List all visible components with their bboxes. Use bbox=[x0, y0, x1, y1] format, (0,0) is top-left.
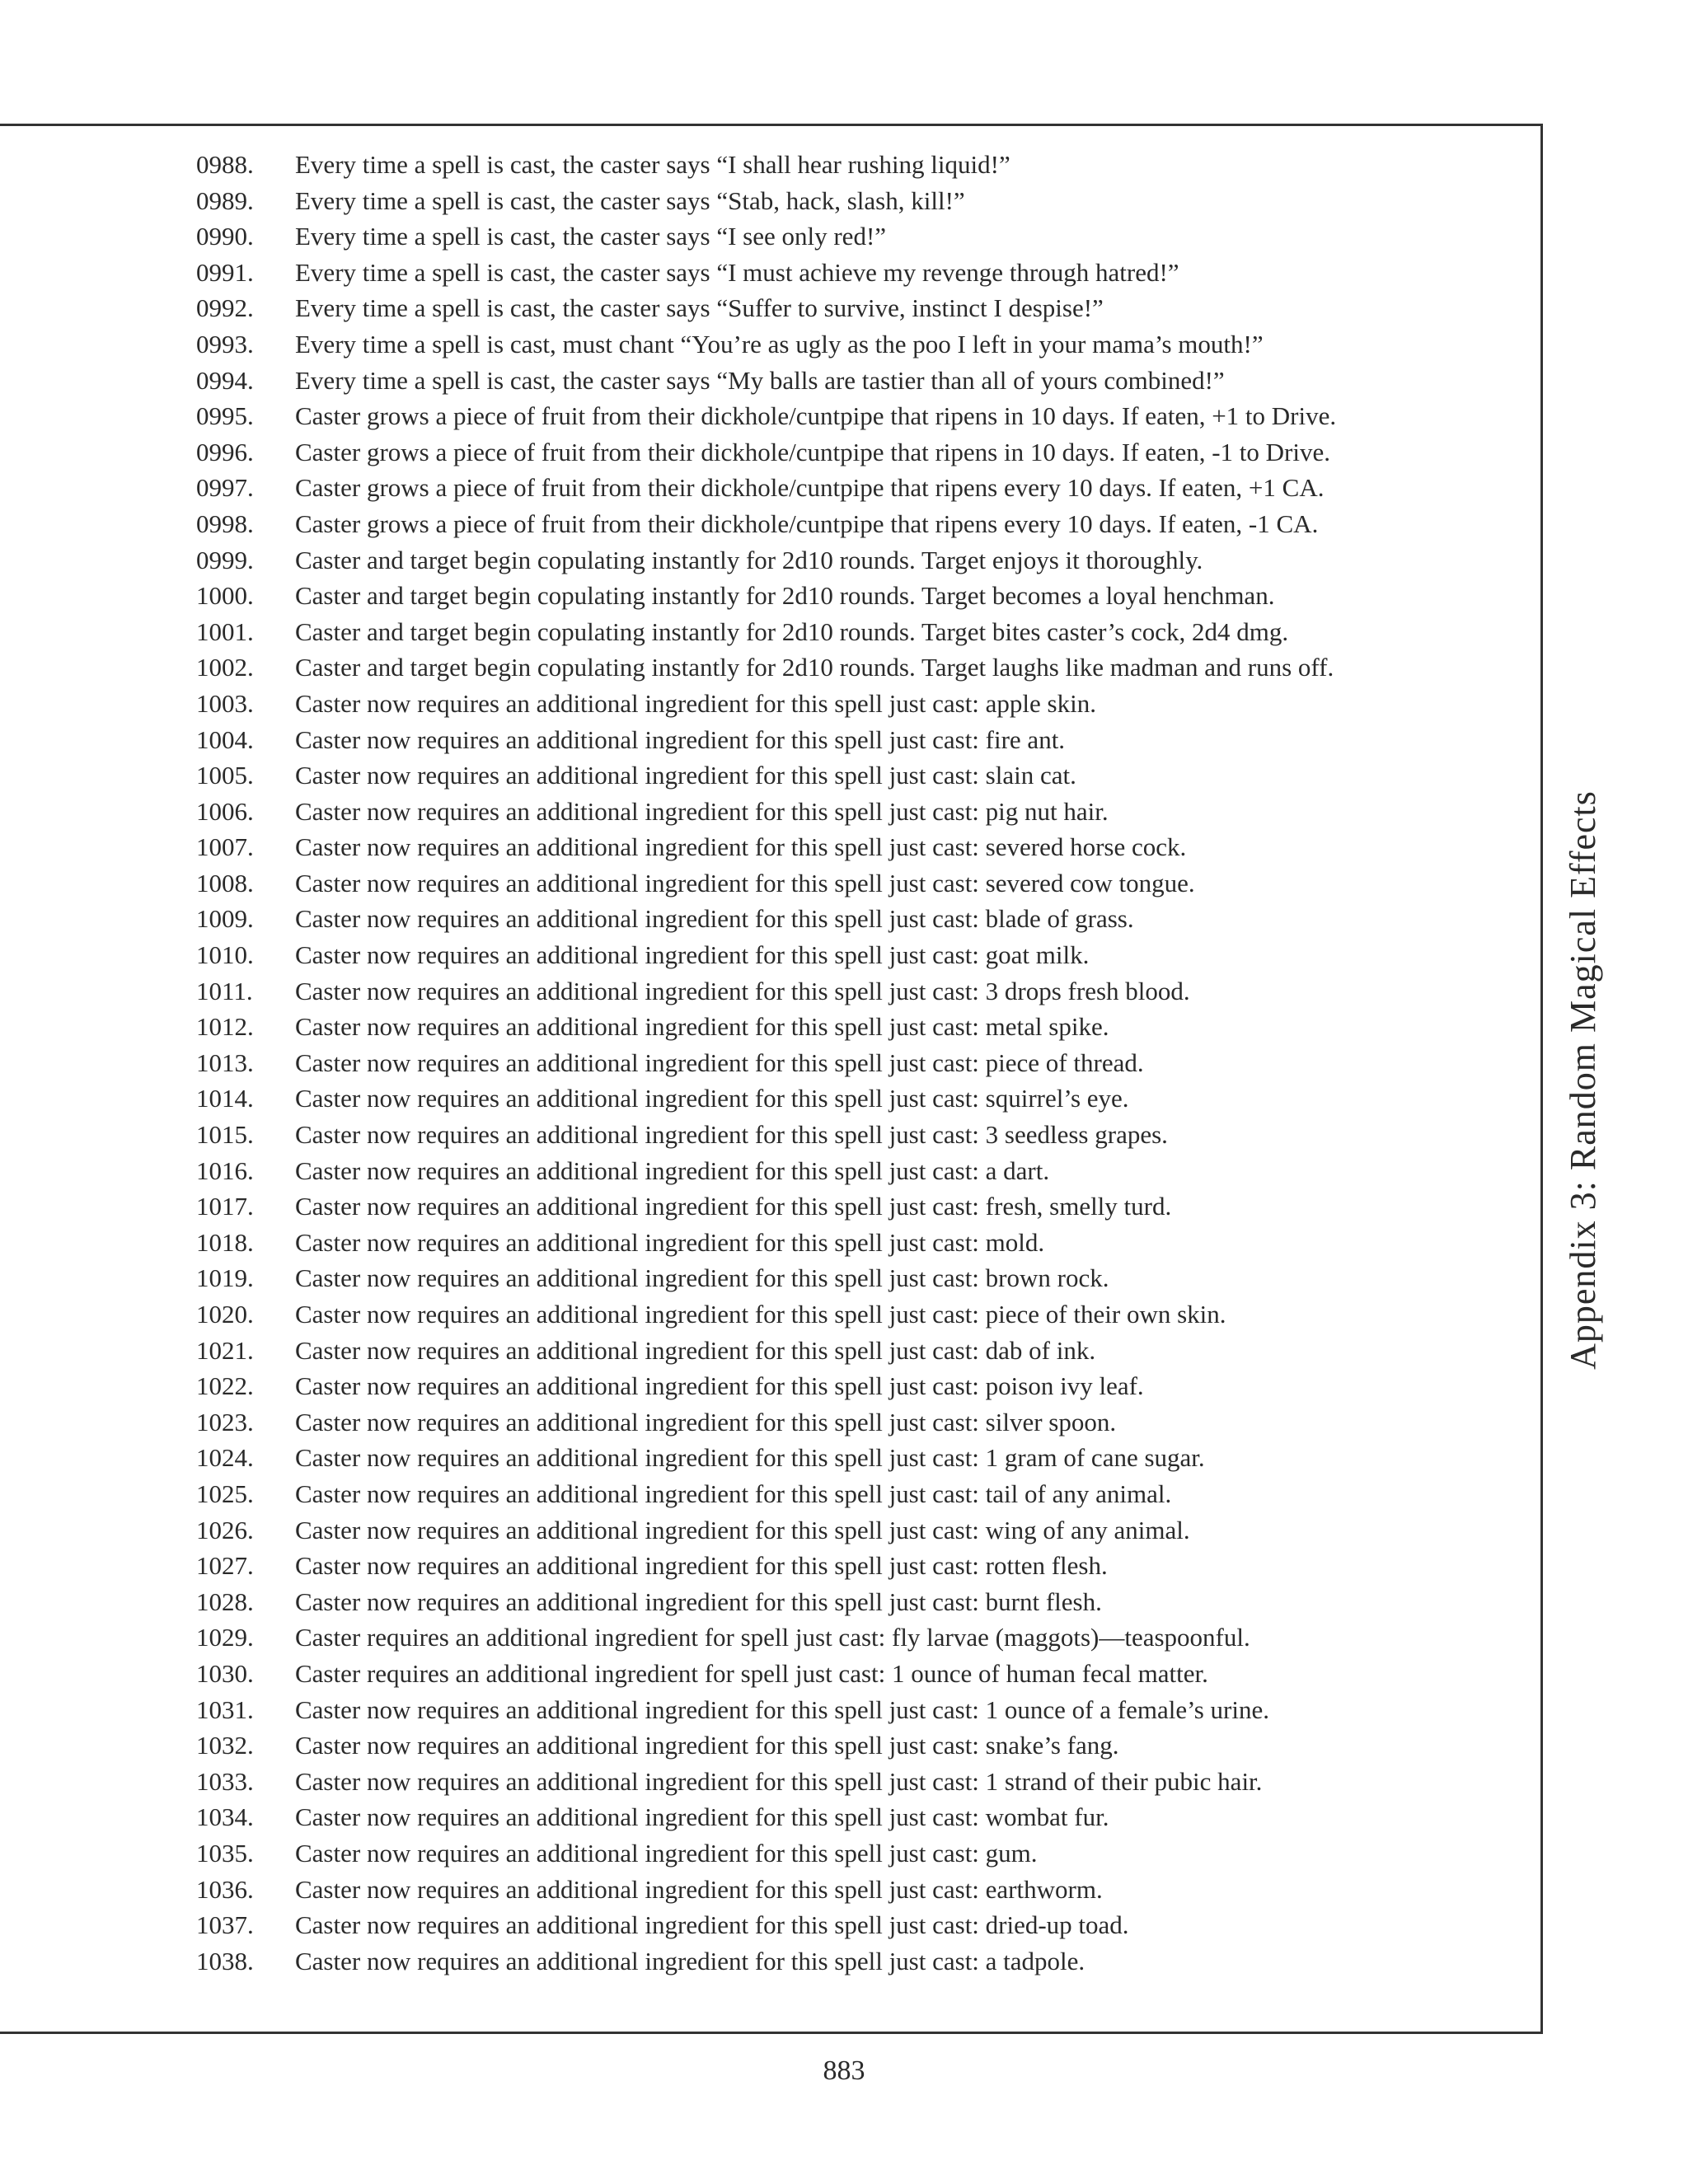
entry-text: Caster now requires an additional ingredient for this spell just cast: dried-up toad. bbox=[295, 1910, 1129, 1940]
entry-text: Caster now requires an additional ingredient for this spell just cast: gum. bbox=[295, 1838, 1038, 1868]
entry-text: Caster now requires an additional ingredient for this spell just cast: slain cat. bbox=[295, 761, 1076, 790]
entry-text: Caster now requires an additional ingredient for this spell just cast: fire ant. bbox=[295, 724, 1066, 754]
entry-number: 0988. bbox=[196, 150, 254, 179]
table-row bbox=[196, 183, 1531, 219]
table-row bbox=[196, 649, 1531, 686]
entry-text: Every time a spell is cast, the caster says “Stab, hack, slash, kill!” bbox=[295, 185, 965, 215]
entry-text: Caster now requires an additional ingredient for this spell just cast: goat milk. bbox=[295, 940, 1090, 970]
entry-number: 1030. bbox=[196, 1658, 254, 1688]
table-row bbox=[196, 398, 1531, 434]
table-row bbox=[196, 290, 1531, 326]
entry-text: Caster now requires an additional ingredient for this spell just cast: 1 ounce of a female’s urine. bbox=[295, 1694, 1269, 1724]
entry-text: Caster now requires an additional ingredient for this spell just cast: a tadpole. bbox=[295, 1946, 1085, 1975]
entry-number: 1029. bbox=[196, 1623, 254, 1652]
entry-number: 1031. bbox=[196, 1694, 254, 1724]
table-row bbox=[196, 829, 1531, 865]
entry-number: 0989. bbox=[196, 185, 254, 215]
entry-number: 0997. bbox=[196, 473, 254, 503]
entry-number: 0990. bbox=[196, 222, 254, 251]
table-row bbox=[196, 506, 1531, 542]
entry-text: Every time a spell is cast, the caster says “Suffer to survive, instinct I despise!” bbox=[295, 293, 1104, 323]
table-row bbox=[196, 1117, 1531, 1153]
entry-number: 0995. bbox=[196, 401, 254, 431]
entry-number: 1035. bbox=[196, 1838, 254, 1868]
entry-number: 1010. bbox=[196, 940, 254, 970]
entry-text: Caster now requires an additional ingredient for this spell just cast: pig nut hair. bbox=[295, 796, 1109, 826]
table-row bbox=[196, 434, 1531, 471]
table-row bbox=[196, 1548, 1531, 1584]
entry-text: Caster requires an additional ingredient for spell just cast: fly larvae (maggots)—teaspoonful. bbox=[295, 1623, 1250, 1652]
table-row bbox=[196, 218, 1531, 255]
entry-number: 1001. bbox=[196, 616, 254, 646]
table-row bbox=[196, 255, 1531, 291]
entry-text: Caster and target begin copulating instantly for 2d10 rounds. Target becomes a loyal henchman. bbox=[295, 581, 1275, 611]
table-row bbox=[196, 614, 1531, 650]
table-row bbox=[196, 1153, 1531, 1189]
entry-number: 1028. bbox=[196, 1586, 254, 1616]
entry-text: Caster now requires an additional ingredient for this spell just cast: mold. bbox=[295, 1227, 1045, 1257]
table-row bbox=[196, 1799, 1531, 1835]
entry-text: Every time a spell is cast, the caster says “My balls are tastier than all of yours combined!” bbox=[295, 365, 1225, 395]
entry-number: 0992. bbox=[196, 293, 254, 323]
entry-number: 1008. bbox=[196, 868, 254, 898]
page-number: 883 bbox=[823, 2055, 865, 2086]
table-row bbox=[196, 1872, 1531, 1908]
entry-number: 1000. bbox=[196, 581, 254, 611]
entry-text: Caster now requires an additional ingredient for this spell just cast: wing of any animal. bbox=[295, 1515, 1190, 1544]
entry-text: Caster now requires an additional ingredient for this spell just cast: 1 gram of cane sugar. bbox=[295, 1443, 1205, 1473]
table-row bbox=[196, 1368, 1531, 1404]
entry-text: Caster now requires an additional ingredient for this spell just cast: silver spoon. bbox=[295, 1407, 1117, 1436]
entry-number: 0998. bbox=[196, 509, 254, 538]
table-row bbox=[196, 1692, 1531, 1728]
entry-text: Every time a spell is cast, the caster says “I shall hear rushing liquid!” bbox=[295, 150, 1010, 179]
entry-text: Caster now requires an additional ingredient for this spell just cast: severed horse cock. bbox=[295, 832, 1187, 862]
entry-text: Caster now requires an additional ingredient for this spell just cast: brown rock. bbox=[295, 1263, 1109, 1293]
table-row bbox=[196, 1656, 1531, 1692]
table-row bbox=[196, 1943, 1531, 1980]
table-row bbox=[196, 973, 1531, 1010]
entry-number: 1011. bbox=[196, 976, 253, 1005]
entry-number: 1038. bbox=[196, 1946, 254, 1975]
entry-text: Caster now requires an additional ingredient for this spell just cast: rotten flesh. bbox=[295, 1551, 1108, 1581]
table-row bbox=[196, 1835, 1531, 1872]
table-row bbox=[196, 578, 1531, 614]
entry-number: 1016. bbox=[196, 1155, 254, 1185]
entry-text: Caster now requires an additional ingredient for this spell just cast: earthworm. bbox=[295, 1874, 1103, 1904]
entry-number: 1023. bbox=[196, 1407, 254, 1436]
entry-number: 0999. bbox=[196, 545, 254, 574]
table-row bbox=[196, 1512, 1531, 1549]
effects-table bbox=[196, 147, 1531, 1979]
table-row bbox=[196, 1333, 1531, 1369]
entry-number: 1003. bbox=[196, 688, 254, 718]
table-row bbox=[196, 686, 1531, 722]
entry-number: 1014. bbox=[196, 1084, 254, 1113]
entry-number: 1006. bbox=[196, 796, 254, 826]
entry-text: Caster now requires an additional ingredient for this spell just cast: piece of their own skin. bbox=[295, 1300, 1226, 1329]
table-row bbox=[196, 865, 1531, 902]
table-row bbox=[196, 1296, 1531, 1333]
table-row bbox=[196, 1764, 1531, 1800]
entry-number: 1022. bbox=[196, 1371, 254, 1401]
entry-number: 1009. bbox=[196, 904, 254, 934]
entry-number: 1005. bbox=[196, 761, 254, 790]
entry-number: 1012. bbox=[196, 1012, 254, 1042]
entry-number: 1024. bbox=[196, 1443, 254, 1473]
entry-text: Caster now requires an additional ingredient for this spell just cast: squirrel’s eye. bbox=[295, 1084, 1129, 1113]
table-row bbox=[196, 470, 1531, 506]
entry-text: Caster now requires an additional ingredient for this spell just cast: apple skin. bbox=[295, 688, 1096, 718]
entry-number: 1025. bbox=[196, 1479, 254, 1508]
entry-text: Caster grows a piece of fruit from their dickhole/cuntpipe that ripens in 10 days. If eaten, -1 to Drive. bbox=[295, 437, 1330, 466]
entry-number: 1021. bbox=[196, 1335, 254, 1365]
table-row bbox=[196, 901, 1531, 937]
entry-number: 1026. bbox=[196, 1515, 254, 1544]
entry-number: 1034. bbox=[196, 1802, 254, 1832]
entry-text: Caster now requires an additional ingredient for this spell just cast: tail of any animal. bbox=[295, 1479, 1172, 1508]
entry-text: Caster grows a piece of fruit from their dickhole/cuntpipe that ripens every 10 days. If eaten, +1 CA. bbox=[295, 473, 1325, 503]
entry-text: Caster now requires an additional ingredient for this spell just cast: 1 strand of their pubic hair. bbox=[295, 1766, 1263, 1796]
entry-text: Caster and target begin copulating instantly for 2d10 rounds. Target bites caster’s cock, 2d4 dmg. bbox=[295, 616, 1289, 646]
entry-number: 1037. bbox=[196, 1910, 254, 1940]
table-row bbox=[196, 1045, 1531, 1081]
entry-text: Every time a spell is cast, must chant “You’re as ugly as the poo I left in your mama’s mouth!” bbox=[295, 329, 1264, 359]
entry-number: 1015. bbox=[196, 1120, 254, 1150]
table-row bbox=[196, 1225, 1531, 1261]
entry-number: 1036. bbox=[196, 1874, 254, 1904]
entry-text: Caster now requires an additional ingredient for this spell just cast: dab of ink. bbox=[295, 1335, 1096, 1365]
section-sidebar bbox=[1550, 783, 1615, 1376]
entry-text: Every time a spell is cast, the caster says “I must achieve my revenge through hatred!” bbox=[295, 257, 1179, 287]
entry-text: Caster grows a piece of fruit from their dickhole/cuntpipe that ripens in 10 days. If eaten, +1 to Drive. bbox=[295, 401, 1337, 431]
entry-number: 0996. bbox=[196, 437, 254, 466]
entry-number: 1007. bbox=[196, 832, 254, 862]
entry-number: 1027. bbox=[196, 1551, 254, 1581]
entry-text: Caster now requires an additional ingredient for this spell just cast: wombat fur. bbox=[295, 1802, 1109, 1832]
entry-text: Caster now requires an additional ingredient for this spell just cast: blade of grass. bbox=[295, 904, 1134, 934]
entry-text: Caster now requires an additional ingredient for this spell just cast: 3 seedless grapes. bbox=[295, 1120, 1168, 1150]
entry-number: 0991. bbox=[196, 257, 254, 287]
entry-text: Caster and target begin copulating instantly for 2d10 rounds. Target enjoys it thoroughly. bbox=[295, 545, 1203, 574]
entry-number: 1019. bbox=[196, 1263, 254, 1293]
entry-text: Caster now requires an additional ingredient for this spell just cast: 3 drops fresh blood. bbox=[295, 976, 1190, 1005]
entry-text: Caster now requires an additional ingredient for this spell just cast: snake’s fang. bbox=[295, 1731, 1119, 1760]
section-title: Appendix 3: Random Magical Effects bbox=[1562, 790, 1603, 1370]
entry-number: 1018. bbox=[196, 1227, 254, 1257]
entry-number: 1020. bbox=[196, 1300, 254, 1329]
table-row bbox=[196, 1404, 1531, 1441]
entry-number: 1013. bbox=[196, 1047, 254, 1077]
entry-number: 0994. bbox=[196, 365, 254, 395]
table-row bbox=[196, 1188, 1531, 1225]
table-row bbox=[196, 937, 1531, 973]
entry-text: Caster now requires an additional ingredient for this spell just cast: piece of thread. bbox=[295, 1047, 1144, 1077]
entry-number: 1004. bbox=[196, 724, 254, 754]
table-row bbox=[196, 794, 1531, 830]
entry-text: Caster now requires an additional ingredient for this spell just cast: severed cow tongue. bbox=[295, 868, 1195, 898]
entry-number: 1033. bbox=[196, 1766, 254, 1796]
entry-number: 1032. bbox=[196, 1731, 254, 1760]
table-row bbox=[196, 722, 1531, 758]
entry-text: Caster now requires an additional ingredient for this spell just cast: metal spike. bbox=[295, 1012, 1109, 1042]
table-row bbox=[196, 1907, 1531, 1943]
table-row bbox=[196, 1619, 1531, 1656]
entry-text: Caster grows a piece of fruit from their dickhole/cuntpipe that ripens every 10 days. If eaten, -1 CA. bbox=[295, 509, 1319, 538]
table-row bbox=[196, 1080, 1531, 1117]
table-row bbox=[196, 1727, 1531, 1764]
table-row bbox=[196, 1009, 1531, 1045]
entry-text: Caster now requires an additional ingredient for this spell just cast: a dart. bbox=[295, 1155, 1050, 1185]
table-row bbox=[196, 757, 1531, 794]
entry-number: 0993. bbox=[196, 329, 254, 359]
table-row bbox=[196, 1584, 1531, 1620]
table-row bbox=[196, 1476, 1531, 1512]
table-row bbox=[196, 542, 1531, 579]
table-row bbox=[196, 1260, 1531, 1296]
table-row bbox=[196, 147, 1531, 183]
entry-number: 1017. bbox=[196, 1192, 254, 1221]
table-row bbox=[196, 326, 1531, 363]
entry-number: 1002. bbox=[196, 653, 254, 682]
entry-text: Caster now requires an additional ingredient for this spell just cast: poison ivy leaf. bbox=[295, 1371, 1144, 1401]
table-row bbox=[196, 363, 1531, 399]
table-row bbox=[196, 1440, 1531, 1476]
entry-text: Caster requires an additional ingredient for spell just cast: 1 ounce of human fecal matter. bbox=[295, 1658, 1208, 1688]
entry-text: Caster now requires an additional ingredient for this spell just cast: burnt flesh. bbox=[295, 1586, 1102, 1616]
entry-text: Caster and target begin copulating instantly for 2d10 rounds. Target laughs like madman and runs off. bbox=[295, 653, 1334, 682]
entry-text: Every time a spell is cast, the caster says “I see only red!” bbox=[295, 222, 887, 251]
entry-text: Caster now requires an additional ingredient for this spell just cast: fresh, smelly turd. bbox=[295, 1192, 1172, 1221]
